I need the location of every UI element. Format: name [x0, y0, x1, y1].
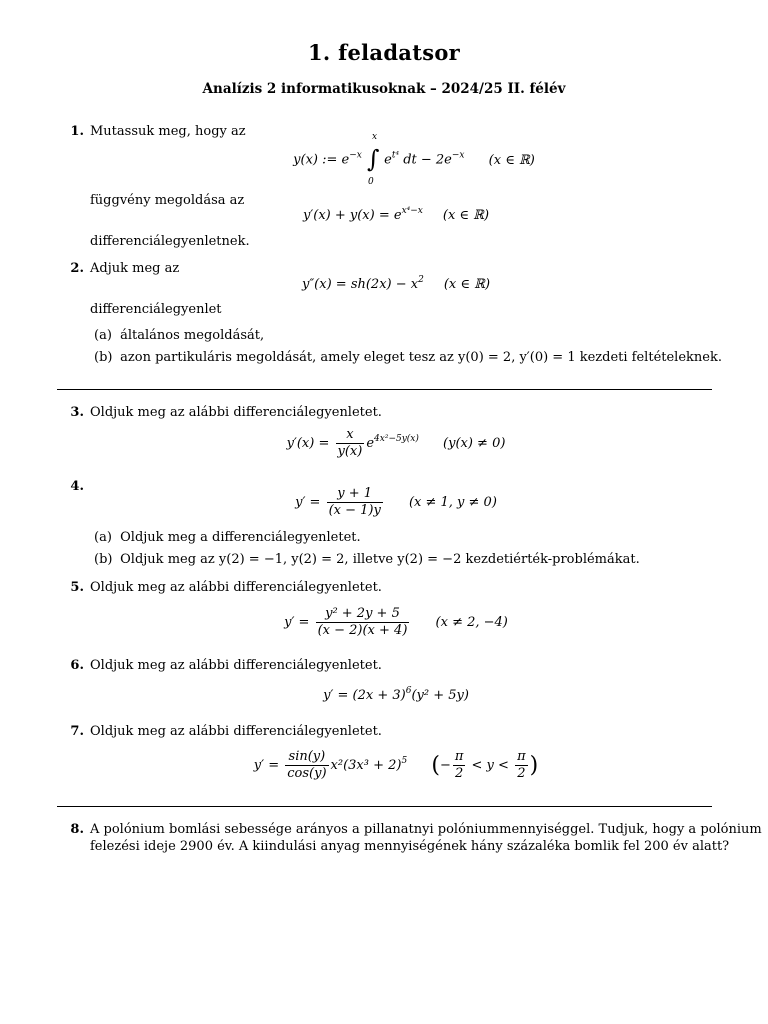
problem-1-outro: differenciálegyenletnek.: [90, 234, 250, 249]
problem-3-intro-text: Oldjuk meg az alábbi differenciálegyenletet.: [90, 405, 382, 420]
problem-2-intro: [62, 261, 179, 277]
eq-part: −: [439, 758, 451, 773]
problem-1-number: 1.: [70, 124, 84, 139]
problem-2-intro-text: Adjuk meg az: [90, 261, 180, 276]
denominator: 2: [454, 766, 464, 781]
eq-part: y′ = (2x + 3): [323, 688, 406, 703]
denominator: (x − 1)y: [328, 503, 381, 518]
problem-6-intro: [62, 658, 382, 674]
problem-2-item-a: [94, 328, 264, 344]
eq-part: y′(x) + y(x) = e: [302, 208, 402, 223]
eq-part: e: [384, 152, 392, 168]
fraction: [316, 607, 410, 638]
item-text: általános megoldását,: [120, 328, 265, 343]
problem-5-intro: [62, 580, 382, 596]
numerator: y² + 2y + 5: [316, 607, 410, 623]
eq-sup: x⁴−x: [401, 206, 423, 216]
paren-open: (: [431, 753, 440, 778]
numerator: y + 1: [327, 487, 383, 503]
eq-condition: (x ≠ 1, y ≠ 0): [408, 495, 497, 510]
problem-8-line-1: [62, 822, 762, 838]
eq-part: (y² + 5y): [411, 688, 469, 703]
eq-part: x²(3x³ + 2): [330, 758, 402, 773]
page-subtitle: Analízis 2 informatikusoknak – 2024/25 II. félév: [202, 81, 566, 97]
denominator: cos(y): [287, 766, 327, 781]
paren-close: ): [529, 753, 539, 778]
problem-5-number: 5.: [70, 580, 84, 595]
numerator: sin(y): [285, 750, 328, 766]
problem-1-equation-2: [12, 208, 768, 223]
item-text: Oldjuk meg az y(2) = −1, y(2) = 2, illetve y(2) = −2 kezdetiérték-problémákat.: [120, 552, 640, 567]
eq-sup: t⁴: [391, 150, 400, 161]
problem-8-text-1: A polónium bomlási sebessége arányos a pillanatnyi polóniummennyiséggel. Tudjuk, hogy a polónium: [90, 822, 762, 837]
problem-4-number: 4.: [70, 479, 84, 494]
problem-7-number: 7.: [70, 724, 84, 739]
section-divider: [57, 389, 712, 390]
eq-sup: 2: [418, 275, 424, 285]
denominator: 2: [517, 766, 526, 781]
problem-3-number: 3.: [70, 405, 84, 420]
fraction: [285, 750, 328, 781]
item-text: Oldjuk meg a differenciálegyenletet.: [120, 530, 361, 545]
problem-2-mid: differenciálegyenlet: [90, 302, 222, 317]
integral-sign: x ∫ 0: [367, 132, 380, 187]
eq-condition: [431, 749, 539, 781]
eq-part: y″(x) = sh(2x) − x: [301, 277, 419, 292]
section-divider: [57, 806, 712, 807]
problem-6-intro-text: Oldjuk meg az alábbi differenciálegyenletet.: [90, 658, 382, 673]
eq-condition: (x ∈ ℝ): [442, 208, 490, 223]
problem-3-intro: [62, 405, 382, 421]
eq-part: y′ =: [295, 495, 321, 510]
problem-1-equation-1: [30, 132, 768, 187]
fraction: [336, 428, 365, 459]
problem-1-intro-text: Mutassuk meg, hogy az: [90, 124, 246, 139]
numerator: x: [336, 428, 365, 444]
eq-part: dt − 2e: [399, 152, 452, 168]
eq-sup: 4x²−5y(x): [374, 434, 419, 444]
eq-condition: (x ∈ ℝ): [488, 152, 535, 168]
problem-5-equation: [12, 607, 768, 638]
integral-lower: 0: [368, 177, 374, 187]
item-label: (a): [94, 530, 112, 545]
integral-upper: x: [372, 132, 378, 142]
eq-part: y′(x) =: [286, 436, 330, 451]
problem-8-number: 8.: [70, 822, 84, 837]
item-text: azon partikuláris megoldását, amely eleget tesz az y(0) = 2, y′(0) = 1 kezdeti feltételeknek.: [120, 350, 722, 365]
item-label: (b): [94, 552, 113, 567]
problem-5-intro-text: Oldjuk meg az alábbi differenciálegyenletet.: [90, 580, 382, 595]
eq-condition: (x ≠ 2, −4): [435, 615, 508, 630]
problem-1-mid: függvény megoldása az: [90, 193, 245, 208]
fraction: [515, 750, 528, 781]
denominator: (x − 2)(x + 4): [317, 623, 408, 638]
problem-2-number: 2.: [70, 261, 84, 276]
eq-part: y′ =: [253, 758, 280, 773]
problem-2-equation: [12, 277, 768, 292]
eq-sup: 6: [405, 686, 412, 696]
item-label: (a): [94, 328, 112, 343]
eq-sup: −x: [349, 150, 362, 161]
page-title: 1. feladatsor: [308, 40, 460, 65]
eq-condition: (y(x) ≠ 0): [443, 436, 506, 451]
fraction: [453, 750, 466, 781]
numerator: π: [454, 749, 464, 764]
problem-7-intro: [62, 724, 382, 740]
problem-2-item-b: [94, 350, 722, 366]
problem-4-equation: [12, 487, 768, 518]
problem-7-equation: [12, 750, 768, 781]
eq-part: e: [366, 436, 375, 451]
eq-sup: −x: [451, 150, 465, 161]
fraction: [327, 487, 383, 518]
eq-part: < y <: [467, 758, 514, 773]
item-label: (b): [94, 350, 113, 365]
eq-part: y(x) := e: [293, 152, 350, 168]
eq-condition: (x ∈ ℝ): [443, 277, 491, 292]
problem-8-line-2: felezési ideje 2900 év. A kiindulási anyag mennyiségének hány százaléka bomlik fel 200 év alatt?: [90, 839, 730, 854]
problem-4-item-a: [94, 530, 361, 546]
eq-part: y′ =: [284, 615, 310, 630]
eq-sup: 5: [401, 756, 408, 766]
problem-6-equation: [12, 688, 768, 703]
problem-7-intro-text: Oldjuk meg az alábbi differenciálegyenletet.: [90, 724, 382, 739]
numerator: π: [517, 749, 526, 764]
problem-4-item-b: [94, 552, 640, 568]
problem-1-intro: [62, 124, 246, 140]
problem-6-number: 6.: [70, 658, 84, 673]
denominator: y(x): [337, 444, 363, 459]
problem-3-equation: [12, 428, 768, 459]
